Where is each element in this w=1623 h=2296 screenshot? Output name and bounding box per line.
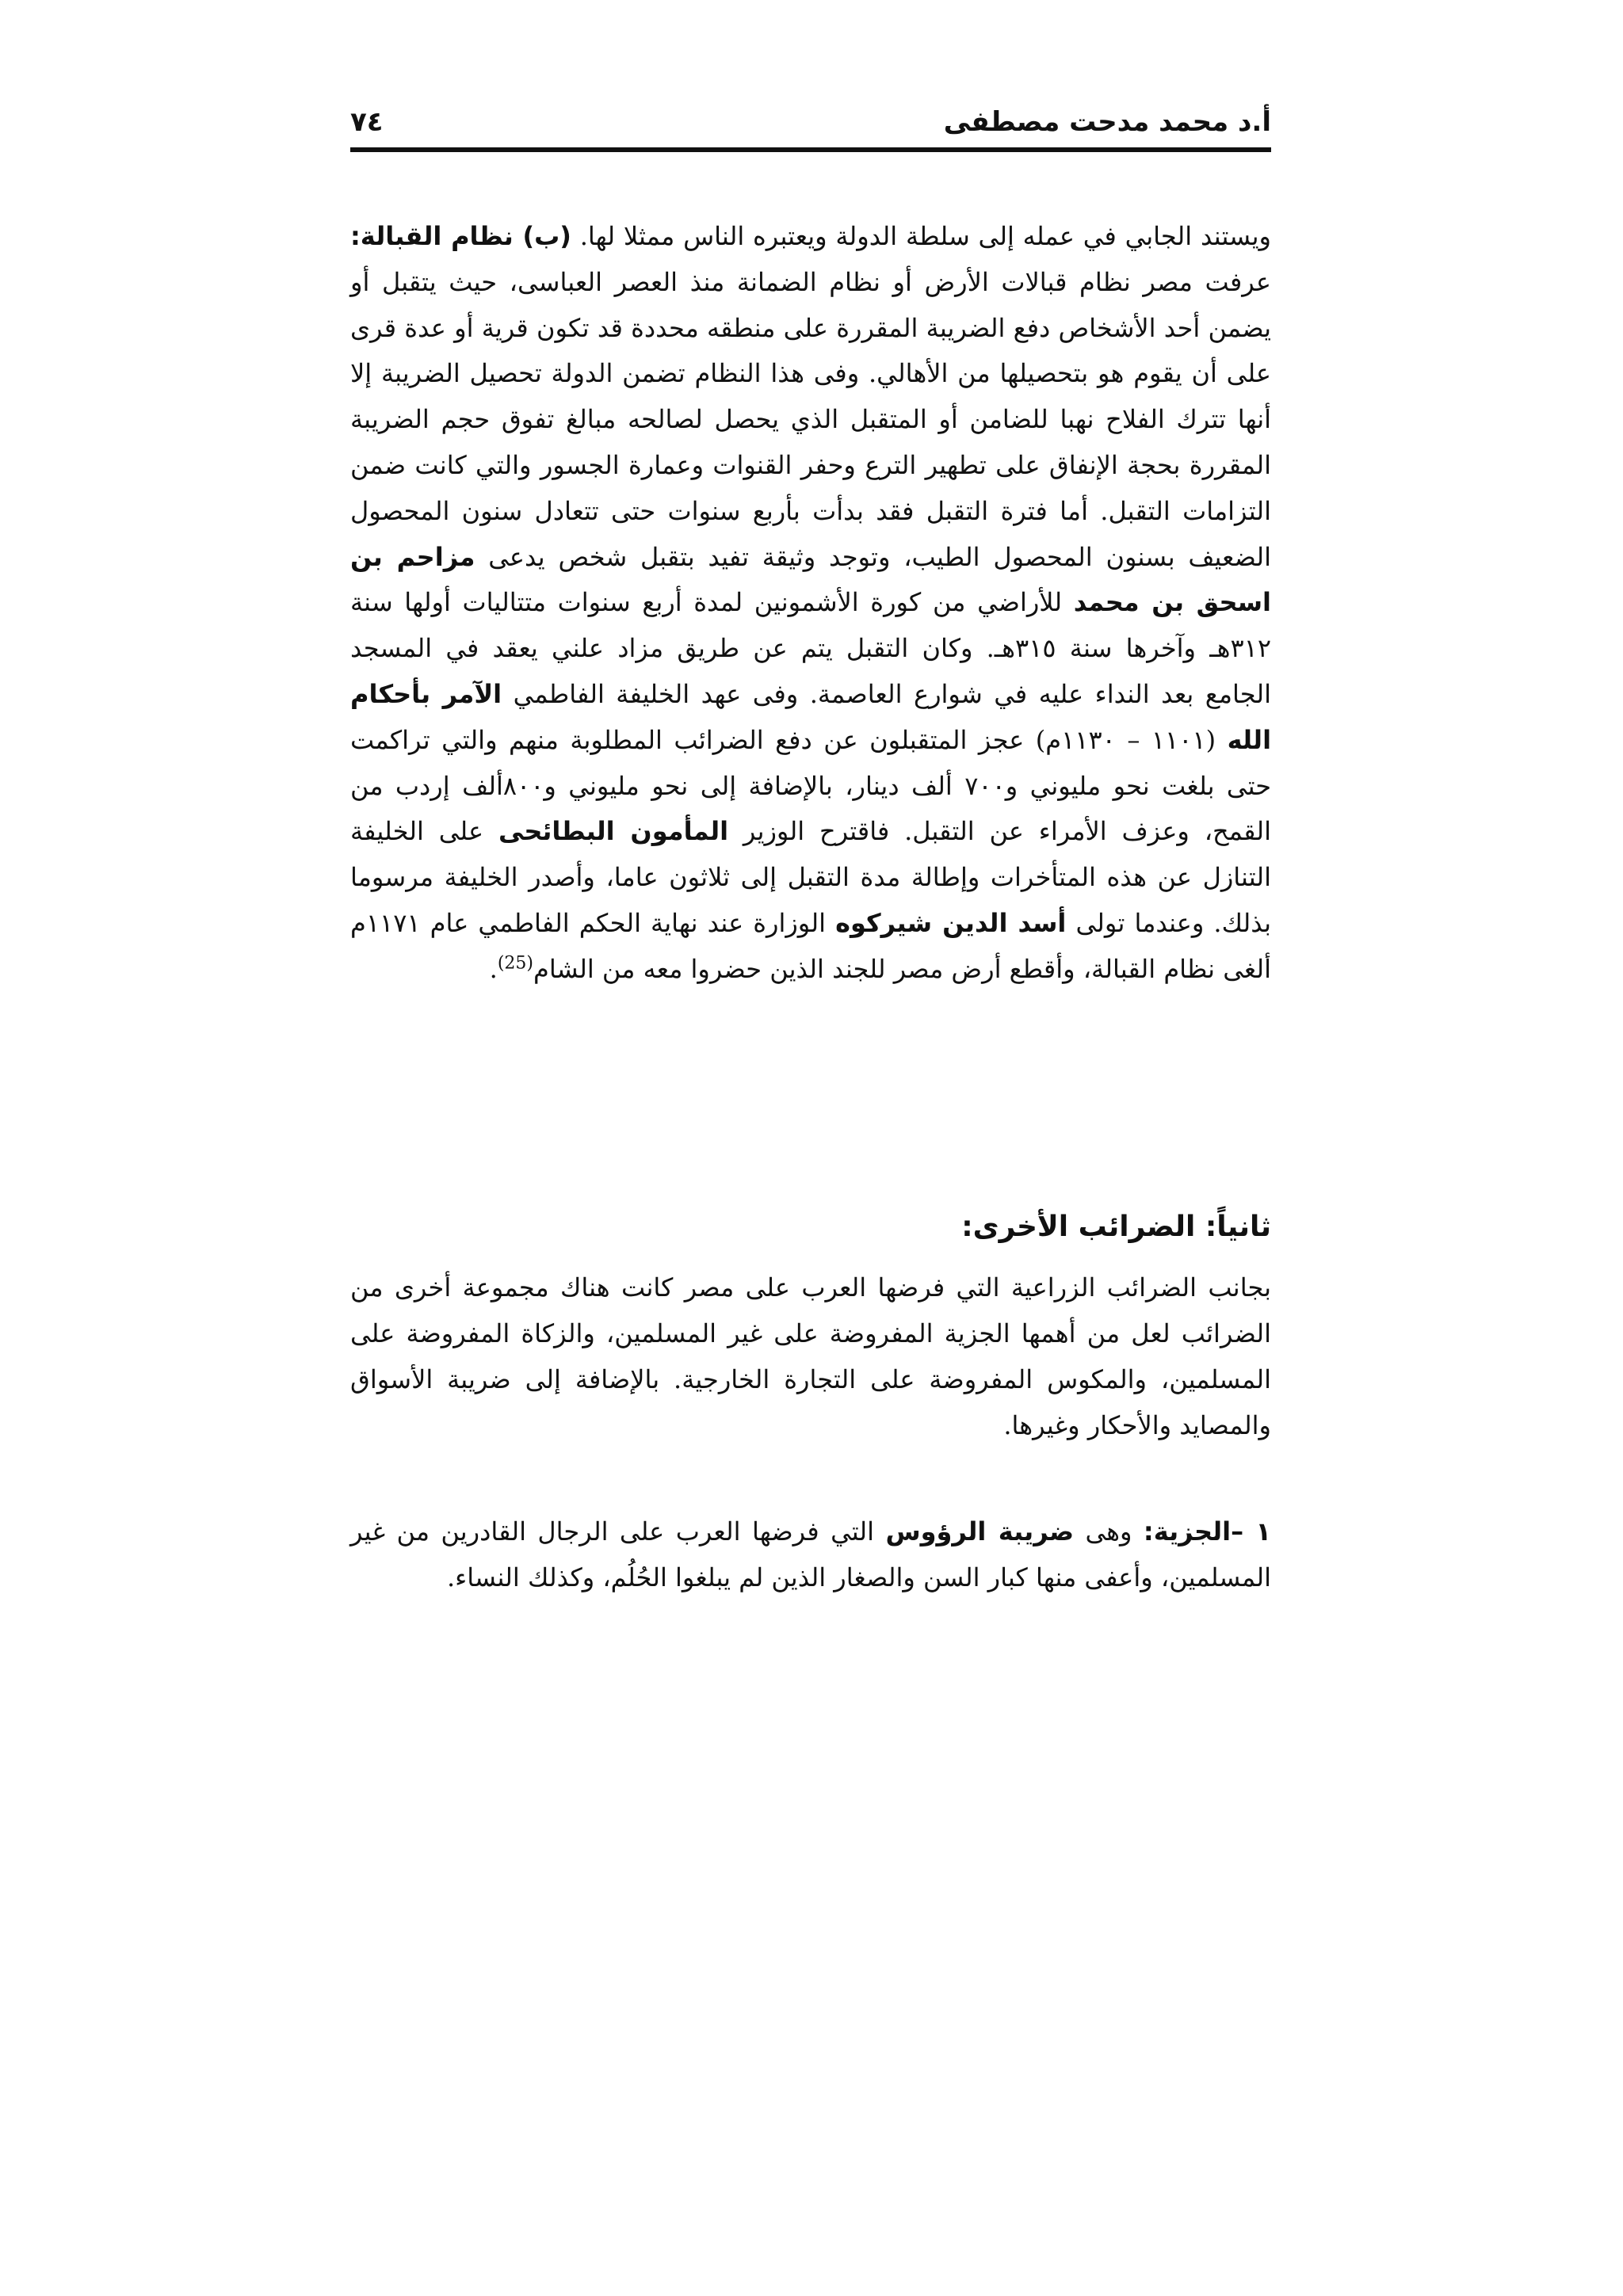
text-run: للأراضي من كورة الأشمونين لمدة أربع سنوات متتاليات أولها سنة ٣١٢هـ وآخرها سنة ٣١٥هـ. وكان التقبل يتم عن طريق مزاد علني يعقد في المسجد الجامع بعد النداء عليه في شوارع العاصمة. وفى عهد الخليفة الفاطمي xyxy=(350,587,1272,709)
bold-term-head-tax: ضريبة الرؤوس xyxy=(885,1516,1075,1547)
text-run: عرفت مصر نظام قبالات الأرض أو نظام الضمانة منذ العصر العباسى، حيث يتقبل أو يضمن أحد الأشخاص دفع الضريبة المقررة على منطقه محددة قد تكون قرية أو عدة قرى على أن يقوم هو بتحصيلها من الأهالي. وفى هذا النظام تضمن الدولة تحصيل الضريبة إلا أنها تترك الفلاح نهبا للضامن أو المتقبل الذي يحصل لصالحه مبالغ تفوق حجم الضريبة المقررة بحجة الإنفاق على تطهير الترع وحفر القنوات وعمارة الجسور والتي كانت ضمن التزامات التقبل. أما فترة التقبل فقد بدأت بأربع سنوات حتى تتعادل سنون المحصول الضعيف بسنون المحصول الطيب، وتوجد وثيقة تفيد بتقبل شخص يدعى xyxy=(350,266,1272,572)
text-run: . xyxy=(489,953,498,984)
paragraph-qabala xyxy=(350,214,1271,993)
bold-name-shirkuh: أسد الدين شيركوه xyxy=(835,907,1067,938)
paragraph-other-taxes: بجانب الضرائب الزراعية التي فرضها العرب على مصر كانت هناك مجموعة أخرى من الضرائب لعل من أهمها الجزية المفروضة على غير المسلمين، والزكاة المفروضة على المسلمين، والمكوس المفروضة على التجارة الخارجية. بالإضافة إلى ضريبة الأسواق والمصايد والأحكار وغيرها. xyxy=(350,1272,1271,1440)
subheading-qabala-system: (ب) نظام القبالة: xyxy=(350,221,571,251)
page-header xyxy=(350,101,1271,146)
text-run: ويستند الجابي في عمله إلى سلطة الدولة ويعتبره الناس ممثلا لها. xyxy=(571,221,1271,251)
text-run: وهى xyxy=(1074,1516,1144,1547)
text-run: (١١٠١ – ١١٣٠م) عجز المتقبلون عن دفع الضرائب المطلوبة منهم والتي تراكمت حتى بلغت نحو مليوني و٧٠٠ ألف دينار، بالإضافة إلى نحو مليوني و٨٠٠ألف إردب من القمح، وعزف الأمراء عن التقبل. فاقترح الوزير xyxy=(350,724,1272,847)
bold-name-al-amir: الآمر بأحكام الله xyxy=(350,678,1272,755)
section-heading-other-taxes: ثانياً: الضرائب الأخرى: xyxy=(961,1211,1271,1243)
bold-name-muzahim: مزاحم بن اسحق بن محمد xyxy=(350,541,1272,618)
item-lead-jizya: ١ –الجزية: xyxy=(1143,1516,1272,1547)
paragraph-jizya xyxy=(350,1508,1271,1600)
page-number: ٧٤ xyxy=(350,106,384,138)
header-author: أ.د محمد مدحت مصطفى xyxy=(943,106,1271,138)
text-run: التي فرضها العرب على الرجال القادرين من غير المسلمين، وأعفى منها كبار السن والصغار الذين لم يبلغوا الحُلُم، وكذلك النساء. xyxy=(350,1516,1271,1592)
bold-name-al-mamun: المأمون البطائحى xyxy=(498,816,729,847)
text-run: على الخليفة التنازل عن هذه المتأخرات وإطالة مدة التقبل إلى ثلاثون عاما، وأصدر الخليفة مرسوما بذلك. وعندما تولى xyxy=(350,816,1272,938)
header-rule xyxy=(350,147,1271,152)
text-run: الوزارة عند نهاية الحكم الفاطمي عام ١١٧١م ألغى نظام القبالة، وأقطع أرض مصر للجند الذين حضروا معه من الشام xyxy=(350,907,1271,984)
footnote-ref: (25) xyxy=(497,953,533,974)
